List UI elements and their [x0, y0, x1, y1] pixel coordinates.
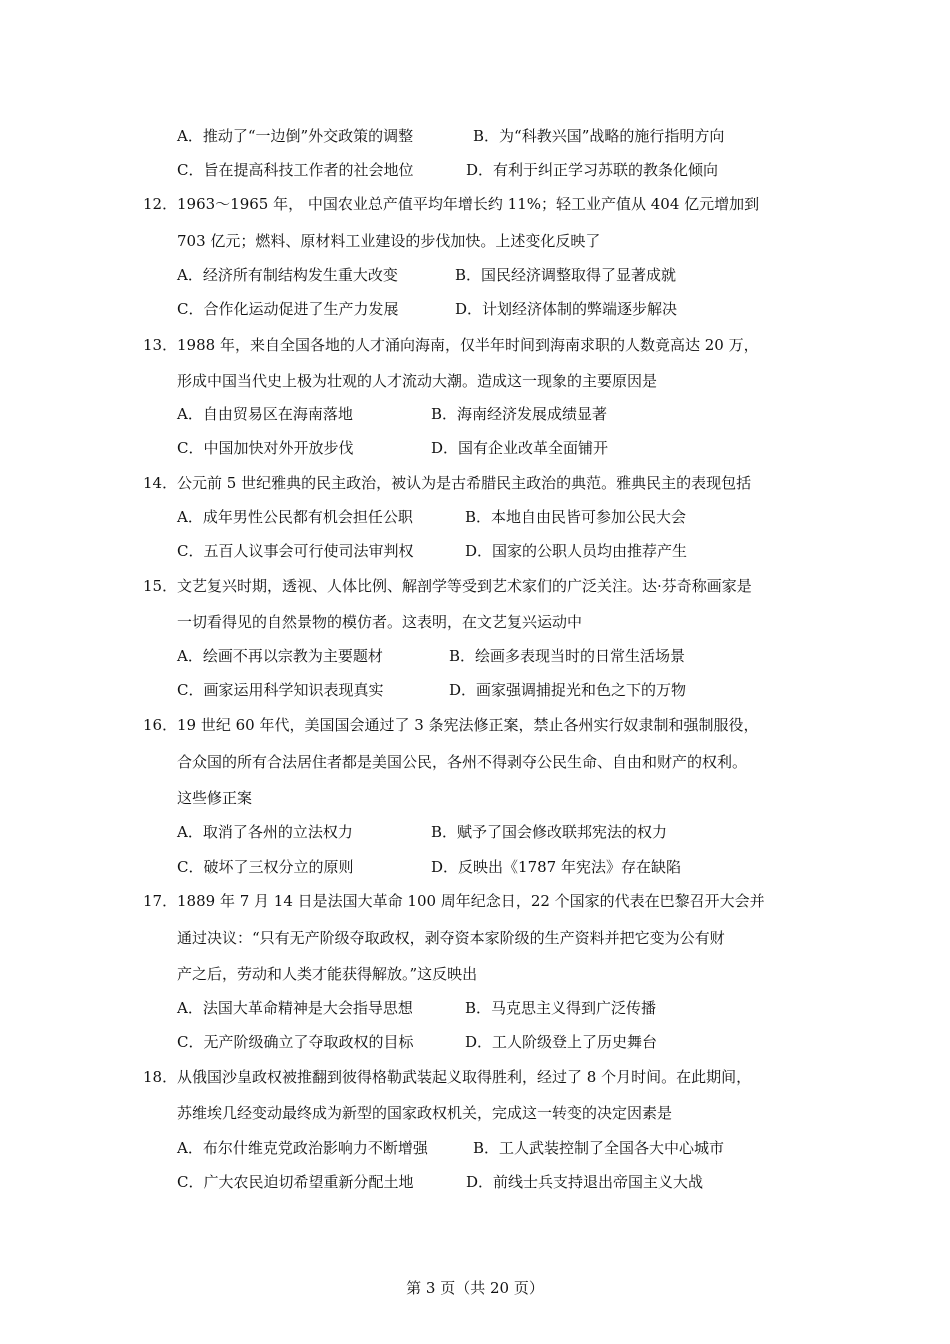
q13-option-c: C．中国加快对外开放步伐 — [177, 439, 354, 457]
q15-option-b: B．绘画多表现当时的日常生活场景 — [449, 647, 686, 665]
q14-option-b: B．本地自由民皆可参加公民大会 — [465, 508, 687, 526]
q16-stem-cont-1: 合众国的所有合法居住者都是美国公民，各州不得剥夺公民生命、自由和财产的权利。 — [177, 753, 748, 771]
page-number-footer: 第 3 页（共 20 页） — [406, 1279, 544, 1297]
q18-option-d: D．前线士兵支持退出帝国主义大战 — [466, 1173, 704, 1191]
q13-number: 13． — [143, 336, 178, 354]
q17-stem-cont-1: 通过决议：“只有无产阶级夺取政权，剥夺资本家阶级的生产资料并把它变为公有财 — [177, 929, 725, 947]
q16-stem: 19 世纪 60 年代，美国国会通过了 3 条宪法修正案，禁止各州实行奴隶制和强制服役， — [177, 716, 759, 734]
q16-option-a: A．取消了各州的立法权力 — [177, 823, 353, 841]
q12-option-c: C．合作化运动促进了生产力发展 — [177, 300, 399, 318]
q18-number: 18． — [143, 1068, 178, 1086]
q17-number: 17． — [143, 892, 178, 910]
q17-option-c: C．无产阶级确立了夺取政权的目标 — [177, 1033, 414, 1051]
q13-option-a: A．自由贸易区在海南落地 — [177, 405, 353, 423]
q11-option-a: A．推动了“一边倒”外交政策的调整 — [177, 127, 414, 145]
q12-option-b: B．国民经济调整取得了显著成就 — [455, 266, 677, 284]
q17-option-d: D．工人阶级登上了历史舞台 — [465, 1033, 658, 1051]
q12-stem: 1963～1965 年， 中国农业总产值平均年增长约 11%；轻工业产值从 404 亿元增加到 — [177, 195, 760, 213]
q15-option-a: A．绘画不再以宗教为主要题材 — [177, 647, 383, 665]
q16-option-b: B．赋予了国会修改联邦宪法的权力 — [431, 823, 668, 841]
q13-option-d: D．国有企业改革全面铺开 — [431, 439, 609, 457]
q15-option-c: C．画家运用科学知识表现真实 — [177, 681, 384, 699]
q18-option-c: C．广大农民迫切希望重新分配土地 — [177, 1173, 414, 1191]
q17-stem-cont-2: 产之后，劳动和人类才能获得解放。”这反映出 — [177, 965, 478, 983]
q18-stem: 从俄国沙皇政权被推翻到彼得格勒武装起义取得胜利，经过了 8 个月时间。在此期间， — [177, 1068, 752, 1086]
q13-option-b: B．海南经济发展成绩显著 — [431, 405, 608, 423]
q18-stem-cont: 苏维埃几经变动最终成为新型的国家政权机关，完成这一转变的决定因素是 — [177, 1104, 673, 1122]
q16-option-d: D．反映出《1787 年宪法》存在缺陷 — [431, 858, 681, 876]
q15-option-d: D．画家强调捕捉光和色之下的万物 — [449, 681, 687, 699]
q12-number: 12． — [143, 195, 178, 213]
q12-option-d: D．计划经济体制的弊端逐步解决 — [455, 300, 678, 318]
q17-stem: 1889 年 7 月 14 日是法国大革命 100 周年纪念日，22 个国家的代表在巴黎召开大会并 — [177, 892, 765, 910]
q11-option-b: B．为“科教兴国”战略的施行指明方向 — [473, 127, 725, 145]
q14-stem: 公元前 5 世纪雅典的民主政治，被认为是古希腊民主政治的典范。雅典民主的表现包括 — [177, 474, 752, 492]
q18-option-b: B．工人武装控制了全国各大中心城市 — [473, 1139, 725, 1157]
q18-option-a: A．布尔什维克党政治影响力不断增强 — [177, 1139, 428, 1157]
q17-option-a: A．法国大革命精神是大会指导思想 — [177, 999, 413, 1017]
q16-stem-cont-2: 这些修正案 — [177, 789, 253, 807]
q15-stem-cont: 一切看得见的自然景物的模仿者。这表明，在文艺复兴运动中 — [177, 613, 583, 631]
q16-number: 16． — [143, 716, 178, 734]
q12-option-a: A．经济所有制结构发生重大改变 — [177, 266, 398, 284]
q15-stem: 文艺复兴时期，透视、人体比例、解剖学等受到艺术家们的广泛关注。达·芬奇称画家是 — [177, 577, 752, 595]
q13-stem-cont: 形成中国当代史上极为壮观的人才流动大潮。造成这一现象的主要原因是 — [177, 372, 658, 390]
q11-option-d: D．有利于纠正学习苏联的教条化倾向 — [466, 161, 719, 179]
q11-option-c: C．旨在提高科技工作者的社会地位 — [177, 161, 414, 179]
q16-option-c: C．破坏了三权分立的原则 — [177, 858, 354, 876]
q12-stem-cont: 703 亿元；燃料、原材料工业建设的步伐加快。上述变化反映了 — [177, 232, 601, 250]
q14-option-c: C．五百人议事会可行使司法审判权 — [177, 542, 414, 560]
q14-option-a: A．成年男性公民都有机会担任公职 — [177, 508, 413, 526]
q14-option-d: D．国家的公职人员均由推荐产生 — [465, 542, 688, 560]
q15-number: 15． — [143, 577, 178, 595]
q14-number: 14． — [143, 474, 178, 492]
q17-option-b: B．马克思主义得到广泛传播 — [465, 999, 657, 1017]
q13-stem: 1988 年，来自全国各地的人才涌向海南，仅半年时间到海南求职的人数竟高达 20 万， — [177, 336, 759, 354]
